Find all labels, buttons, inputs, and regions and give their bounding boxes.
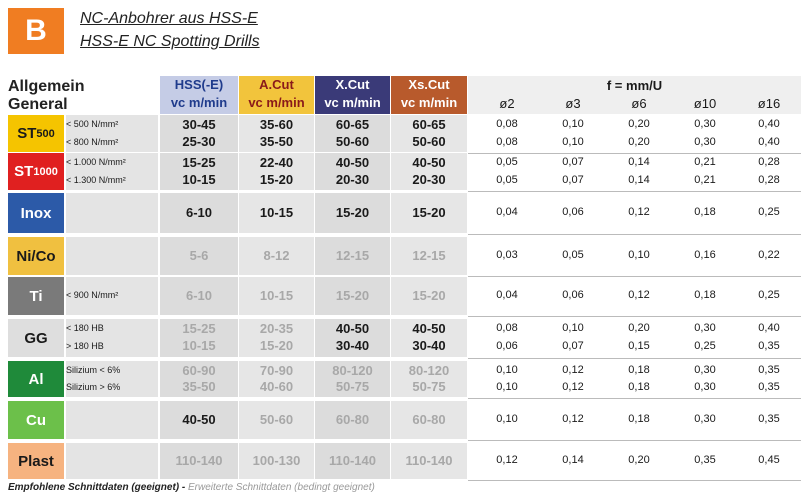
header-xscut-unit: vc m/min	[400, 95, 458, 110]
feed-cell	[736, 237, 802, 275]
condition-label: < 500 N/mm²	[66, 119, 119, 129]
feed-cell	[474, 361, 540, 397]
feed-value: 0,30	[694, 381, 716, 393]
header-xscut-name: Xs.Cut	[408, 77, 450, 92]
speed-acut	[239, 115, 314, 152]
feed-value: 0,25	[758, 206, 780, 218]
feed-value: 0,28	[758, 156, 780, 168]
speed-acut	[239, 237, 314, 275]
table-row	[0, 237, 809, 275]
feed-cell	[606, 193, 672, 233]
feed-cell	[540, 401, 606, 439]
speed-value: 10-15	[182, 171, 216, 187]
speed-value: 15-25	[182, 321, 216, 336]
speed-hss	[160, 319, 238, 357]
feed-value: 0,21	[694, 173, 716, 186]
speed-acut	[239, 277, 314, 315]
material-condition	[66, 319, 158, 357]
speed-value: 20-30	[335, 171, 370, 187]
feed-cell	[540, 443, 606, 479]
feed-value: 0,18	[628, 413, 650, 425]
speed-value: 80-120	[332, 363, 373, 378]
feed-value: 0,40	[758, 118, 780, 130]
speed-acut	[239, 361, 314, 397]
feed-value: 0,20	[628, 322, 650, 334]
row-separator	[468, 398, 801, 399]
footer-recommended: Empfohlene Schnittdaten (geeignet) -	[8, 482, 186, 493]
speed-value: 50-60	[335, 133, 370, 149]
speed-value: 15-20	[259, 171, 294, 187]
feed-value: 0,35	[758, 413, 780, 425]
feed-value: 0,40	[758, 135, 780, 148]
speed-value: 25-30	[182, 133, 216, 149]
feed-value: 0,40	[758, 322, 780, 334]
speed-xcut	[315, 237, 390, 275]
feed-cell	[540, 237, 606, 275]
feed-value: 0,18	[628, 381, 650, 393]
material-condition	[66, 277, 158, 315]
table-row	[0, 361, 809, 397]
feed-value: 0,35	[758, 364, 780, 376]
feed-value: 0,30	[694, 413, 716, 425]
footer-legend	[8, 482, 375, 493]
feed-value: 0,06	[562, 289, 584, 301]
feed-cell	[606, 237, 672, 275]
speed-value: 15-20	[412, 288, 446, 303]
speed-xcut	[315, 153, 390, 190]
feed-value: 0,12	[628, 206, 650, 218]
feed-value: 0,10	[562, 118, 584, 130]
footer-extended: Erweiterte Schnittdaten (bedingt geeignet)	[188, 482, 375, 493]
feed-value: 0,30	[694, 135, 716, 148]
speed-acut	[239, 319, 314, 357]
header-general-de: Allgemein	[8, 78, 85, 95]
feed-cell	[474, 153, 540, 190]
feed-value: 0,20	[628, 454, 650, 466]
speed-xcut	[315, 401, 390, 439]
feed-cell	[606, 361, 672, 397]
feed-cell	[606, 115, 672, 152]
feed-value: 0,18	[694, 206, 716, 218]
condition-label: Silizium < 6%	[66, 365, 121, 375]
feed-cell	[672, 361, 738, 397]
feed-value: 0,20	[628, 118, 650, 130]
feed-value: 0,06	[496, 340, 518, 352]
feed-cell	[474, 401, 540, 439]
speed-value: 110-140	[329, 453, 376, 468]
speed-xcut	[315, 361, 390, 397]
feed-value: 0,10	[496, 364, 518, 376]
speed-value: 15-20	[412, 205, 446, 220]
speed-value: 6-10	[185, 205, 213, 220]
row-separator	[468, 191, 801, 192]
feed-value: 0,04	[496, 289, 518, 301]
speed-value: 35-50	[259, 133, 294, 149]
speed-value: 15-20	[335, 288, 370, 303]
feed-value: 0,08	[496, 322, 518, 334]
speed-value: 60-80	[335, 412, 370, 427]
feed-cell	[540, 193, 606, 233]
speed-value: 22-40	[259, 155, 294, 170]
condition-label: < 1.300 N/mm²	[66, 174, 126, 185]
material-ni-co: Ni/Co	[8, 237, 64, 275]
speed-value: 20-30	[412, 171, 446, 187]
material-condition	[66, 443, 158, 479]
feed-value: 0,30	[694, 364, 716, 376]
speed-value: 8-12	[263, 248, 290, 263]
header-dia-3: ø3	[565, 96, 581, 111]
feed-value: 0,06	[562, 206, 584, 218]
feed-value: 0,12	[496, 454, 518, 466]
feed-cell	[672, 193, 738, 233]
speed-value: 6-10	[185, 288, 213, 303]
speed-value: 60-65	[412, 117, 446, 132]
table-row	[0, 153, 809, 190]
header-acut-name: A.Cut	[259, 77, 294, 92]
feed-cell	[736, 361, 802, 397]
feed-value: 0,10	[496, 381, 518, 393]
feed-value: 0,35	[758, 340, 780, 352]
feed-cell	[474, 115, 540, 152]
feed-cell	[540, 153, 606, 190]
speed-acut	[239, 193, 314, 233]
material-cu: Cu	[8, 401, 64, 439]
feed-cell	[672, 401, 738, 439]
feed-value: 0,07	[562, 156, 584, 168]
row-separator	[468, 440, 801, 441]
feed-value: 0,10	[562, 322, 584, 334]
feed-cell	[606, 319, 672, 357]
header-xcut	[315, 76, 390, 114]
speed-value: 30-40	[412, 338, 446, 353]
speed-value: 12-15	[335, 248, 370, 263]
feed-cell	[606, 153, 672, 190]
speed-xscut	[391, 443, 467, 479]
feed-value: 0,04	[496, 206, 518, 218]
feed-cell	[540, 115, 606, 152]
feed-value: 0,15	[628, 340, 650, 352]
speed-value: 110-140	[175, 453, 223, 468]
feed-value: 0,21	[694, 156, 716, 168]
feed-value: 0,35	[758, 381, 780, 393]
title-german: NC-Anbohrer aus HSS-E	[80, 10, 258, 27]
material-gg: GG	[8, 319, 64, 357]
header-acut-unit: vc m/min	[248, 95, 305, 110]
speed-value: 50-75	[412, 379, 446, 394]
feed-value: 0,20	[628, 135, 650, 148]
feed-value: 0,45	[758, 454, 780, 466]
speed-xscut	[391, 237, 467, 275]
table-row	[0, 115, 809, 152]
feed-cell	[736, 193, 802, 233]
material-st500: ST 500	[8, 115, 64, 152]
feed-cell	[672, 153, 738, 190]
feed-value: 0,07	[562, 340, 584, 352]
section-badge: B	[8, 8, 64, 54]
table-row	[0, 401, 809, 439]
feed-cell	[672, 319, 738, 357]
feed-cell	[736, 153, 802, 190]
speed-xcut	[315, 319, 390, 357]
feed-cell	[474, 237, 540, 275]
speed-xscut	[391, 115, 467, 152]
feed-value: 0,10	[496, 413, 518, 425]
feed-value: 0,12	[628, 289, 650, 301]
speed-acut	[239, 153, 314, 190]
condition-label: > 180 HB	[66, 341, 104, 351]
speed-acut	[239, 443, 314, 479]
feed-cell	[736, 443, 802, 479]
speed-value: 12-15	[412, 248, 446, 263]
material-ti: Ti	[8, 277, 64, 315]
feed-value: 0,05	[496, 173, 518, 186]
speed-xscut	[391, 361, 467, 397]
header-general	[8, 78, 158, 114]
speed-xcut	[315, 115, 390, 152]
feed-value: 0,14	[628, 173, 650, 186]
speed-hss	[160, 153, 238, 190]
material-condition	[66, 193, 158, 233]
feed-value: 0,28	[758, 173, 780, 186]
feed-value: 0,08	[496, 135, 518, 148]
feed-cell	[672, 115, 738, 152]
row-separator	[468, 234, 801, 235]
speed-hss	[160, 361, 238, 397]
feed-cell	[672, 237, 738, 275]
speed-value: 70-90	[259, 363, 294, 378]
feed-cell	[474, 443, 540, 479]
material-condition	[66, 361, 158, 397]
speed-value: 40-50	[412, 321, 446, 336]
speed-hss	[160, 115, 238, 152]
feed-value: 0,22	[758, 249, 780, 261]
feed-value: 0,18	[694, 289, 716, 301]
speed-value: 40-50	[182, 412, 216, 427]
speed-value: 35-50	[182, 379, 216, 394]
feed-cell	[736, 277, 802, 315]
speed-hss	[160, 237, 238, 275]
feed-cell	[474, 193, 540, 233]
material-condition	[66, 153, 158, 190]
header-acut	[239, 76, 314, 114]
feed-value: 0,05	[562, 249, 584, 261]
feed-value: 0,14	[628, 156, 650, 168]
feed-cell	[736, 115, 802, 152]
speed-xcut	[315, 193, 390, 233]
speed-hss	[160, 443, 238, 479]
speed-hss	[160, 193, 238, 233]
feed-value: 0,25	[758, 289, 780, 301]
feed-value: 0,10	[628, 249, 650, 261]
header-general-en: General	[8, 96, 68, 113]
speed-xscut	[391, 277, 467, 315]
feed-cell	[540, 361, 606, 397]
speed-value: 10-15	[259, 288, 294, 303]
condition-label: < 1.000 N/mm²	[66, 157, 126, 167]
speed-xscut	[391, 401, 467, 439]
table-row	[0, 277, 809, 315]
speed-xcut	[315, 443, 390, 479]
feed-value: 0,03	[496, 249, 518, 261]
speed-value: 100-130	[252, 453, 301, 468]
speed-xcut	[315, 277, 390, 315]
feed-value: 0,12	[562, 364, 584, 376]
condition-label: < 800 N/mm²	[66, 136, 119, 147]
header-hss-unit: vc m/min	[170, 95, 228, 110]
feed-value: 0,12	[562, 413, 584, 425]
header-dia-6: ø6	[631, 96, 647, 111]
material-condition	[66, 401, 158, 439]
header-xscut	[391, 76, 467, 114]
speed-value: 40-50	[335, 155, 370, 170]
speed-xscut	[391, 153, 467, 190]
speed-xscut	[391, 193, 467, 233]
table-row	[0, 443, 809, 479]
speed-value: 35-60	[259, 117, 294, 132]
material-al: Al	[8, 361, 64, 397]
feed-cell	[474, 277, 540, 315]
speed-value: 50-60	[259, 412, 294, 427]
feed-cell	[672, 277, 738, 315]
row-separator	[468, 358, 801, 359]
speed-value: 20-35	[259, 321, 294, 336]
table-row	[0, 193, 809, 233]
speed-value: 40-60	[259, 379, 294, 394]
feed-cell	[672, 443, 738, 479]
speed-value: 50-75	[335, 379, 370, 394]
header-xcut-name: X.Cut	[335, 77, 370, 92]
feed-cell	[736, 319, 802, 357]
feed-value: 0,05	[496, 156, 518, 168]
title-english: HSS-E NC Spotting Drills	[80, 33, 260, 50]
condition-label: < 180 HB	[66, 323, 104, 333]
feed-value: 0,30	[694, 118, 716, 130]
feed-value: 0,12	[562, 381, 584, 393]
feed-value: 0,30	[694, 322, 716, 334]
feed-cell	[606, 401, 672, 439]
feed-value: 0,35	[694, 454, 716, 466]
header-hss-name: HSS(-E)	[174, 77, 224, 92]
header-feed-title: f = mm/U	[606, 78, 663, 93]
material-plast: Plast	[8, 443, 64, 479]
feed-value: 0,14	[562, 454, 584, 466]
material-condition	[66, 115, 158, 152]
speed-value: 60-90	[182, 363, 216, 378]
speed-value: 60-80	[412, 412, 446, 427]
feed-cell	[606, 443, 672, 479]
speed-value: 110-140	[405, 453, 453, 468]
feed-value: 0,16	[694, 249, 716, 261]
feed-cell	[540, 319, 606, 357]
speed-value: 60-65	[335, 117, 370, 132]
condition-label: Silizium > 6%	[66, 382, 121, 392]
header-feed	[468, 76, 801, 114]
condition-label: < 900 N/mm²	[66, 290, 119, 300]
row-separator	[468, 316, 801, 317]
speed-acut	[239, 401, 314, 439]
header-dia-16: ø16	[757, 96, 781, 111]
feed-cell	[736, 401, 802, 439]
feed-cell	[540, 277, 606, 315]
feed-value: 0,10	[562, 135, 584, 148]
feed-value: 0,25	[694, 340, 716, 352]
feed-cell	[606, 277, 672, 315]
header-xcut-unit: vc m/min	[324, 95, 381, 110]
speed-value: 80-120	[408, 363, 450, 378]
speed-hss	[160, 277, 238, 315]
feed-value: 0,07	[562, 173, 584, 186]
material-st1000: ST 1000	[8, 153, 64, 190]
material-inox: Inox	[8, 193, 64, 233]
speed-value: 10-15	[259, 205, 294, 220]
feed-value: 0,18	[628, 364, 650, 376]
table-row	[0, 319, 809, 357]
speed-value: 50-60	[412, 133, 446, 149]
header-dia-2: ø2	[499, 96, 515, 111]
header-dia-10: ø10	[693, 96, 717, 111]
speed-value: 40-50	[412, 155, 446, 170]
speed-value: 30-40	[335, 338, 370, 353]
speed-value: 5-6	[189, 248, 209, 263]
speed-value: 30-45	[182, 117, 216, 132]
speed-value: 15-20	[335, 205, 370, 220]
speed-xscut	[391, 319, 467, 357]
material-condition	[66, 237, 158, 275]
row-separator	[468, 480, 801, 481]
speed-value: 15-25	[182, 155, 216, 170]
speed-value: 10-15	[182, 338, 216, 353]
speed-hss	[160, 401, 238, 439]
feed-cell	[474, 319, 540, 357]
speed-value: 15-20	[259, 338, 294, 353]
feed-value: 0,08	[496, 118, 518, 130]
speed-value: 40-50	[335, 321, 370, 336]
header-hss	[160, 76, 238, 114]
